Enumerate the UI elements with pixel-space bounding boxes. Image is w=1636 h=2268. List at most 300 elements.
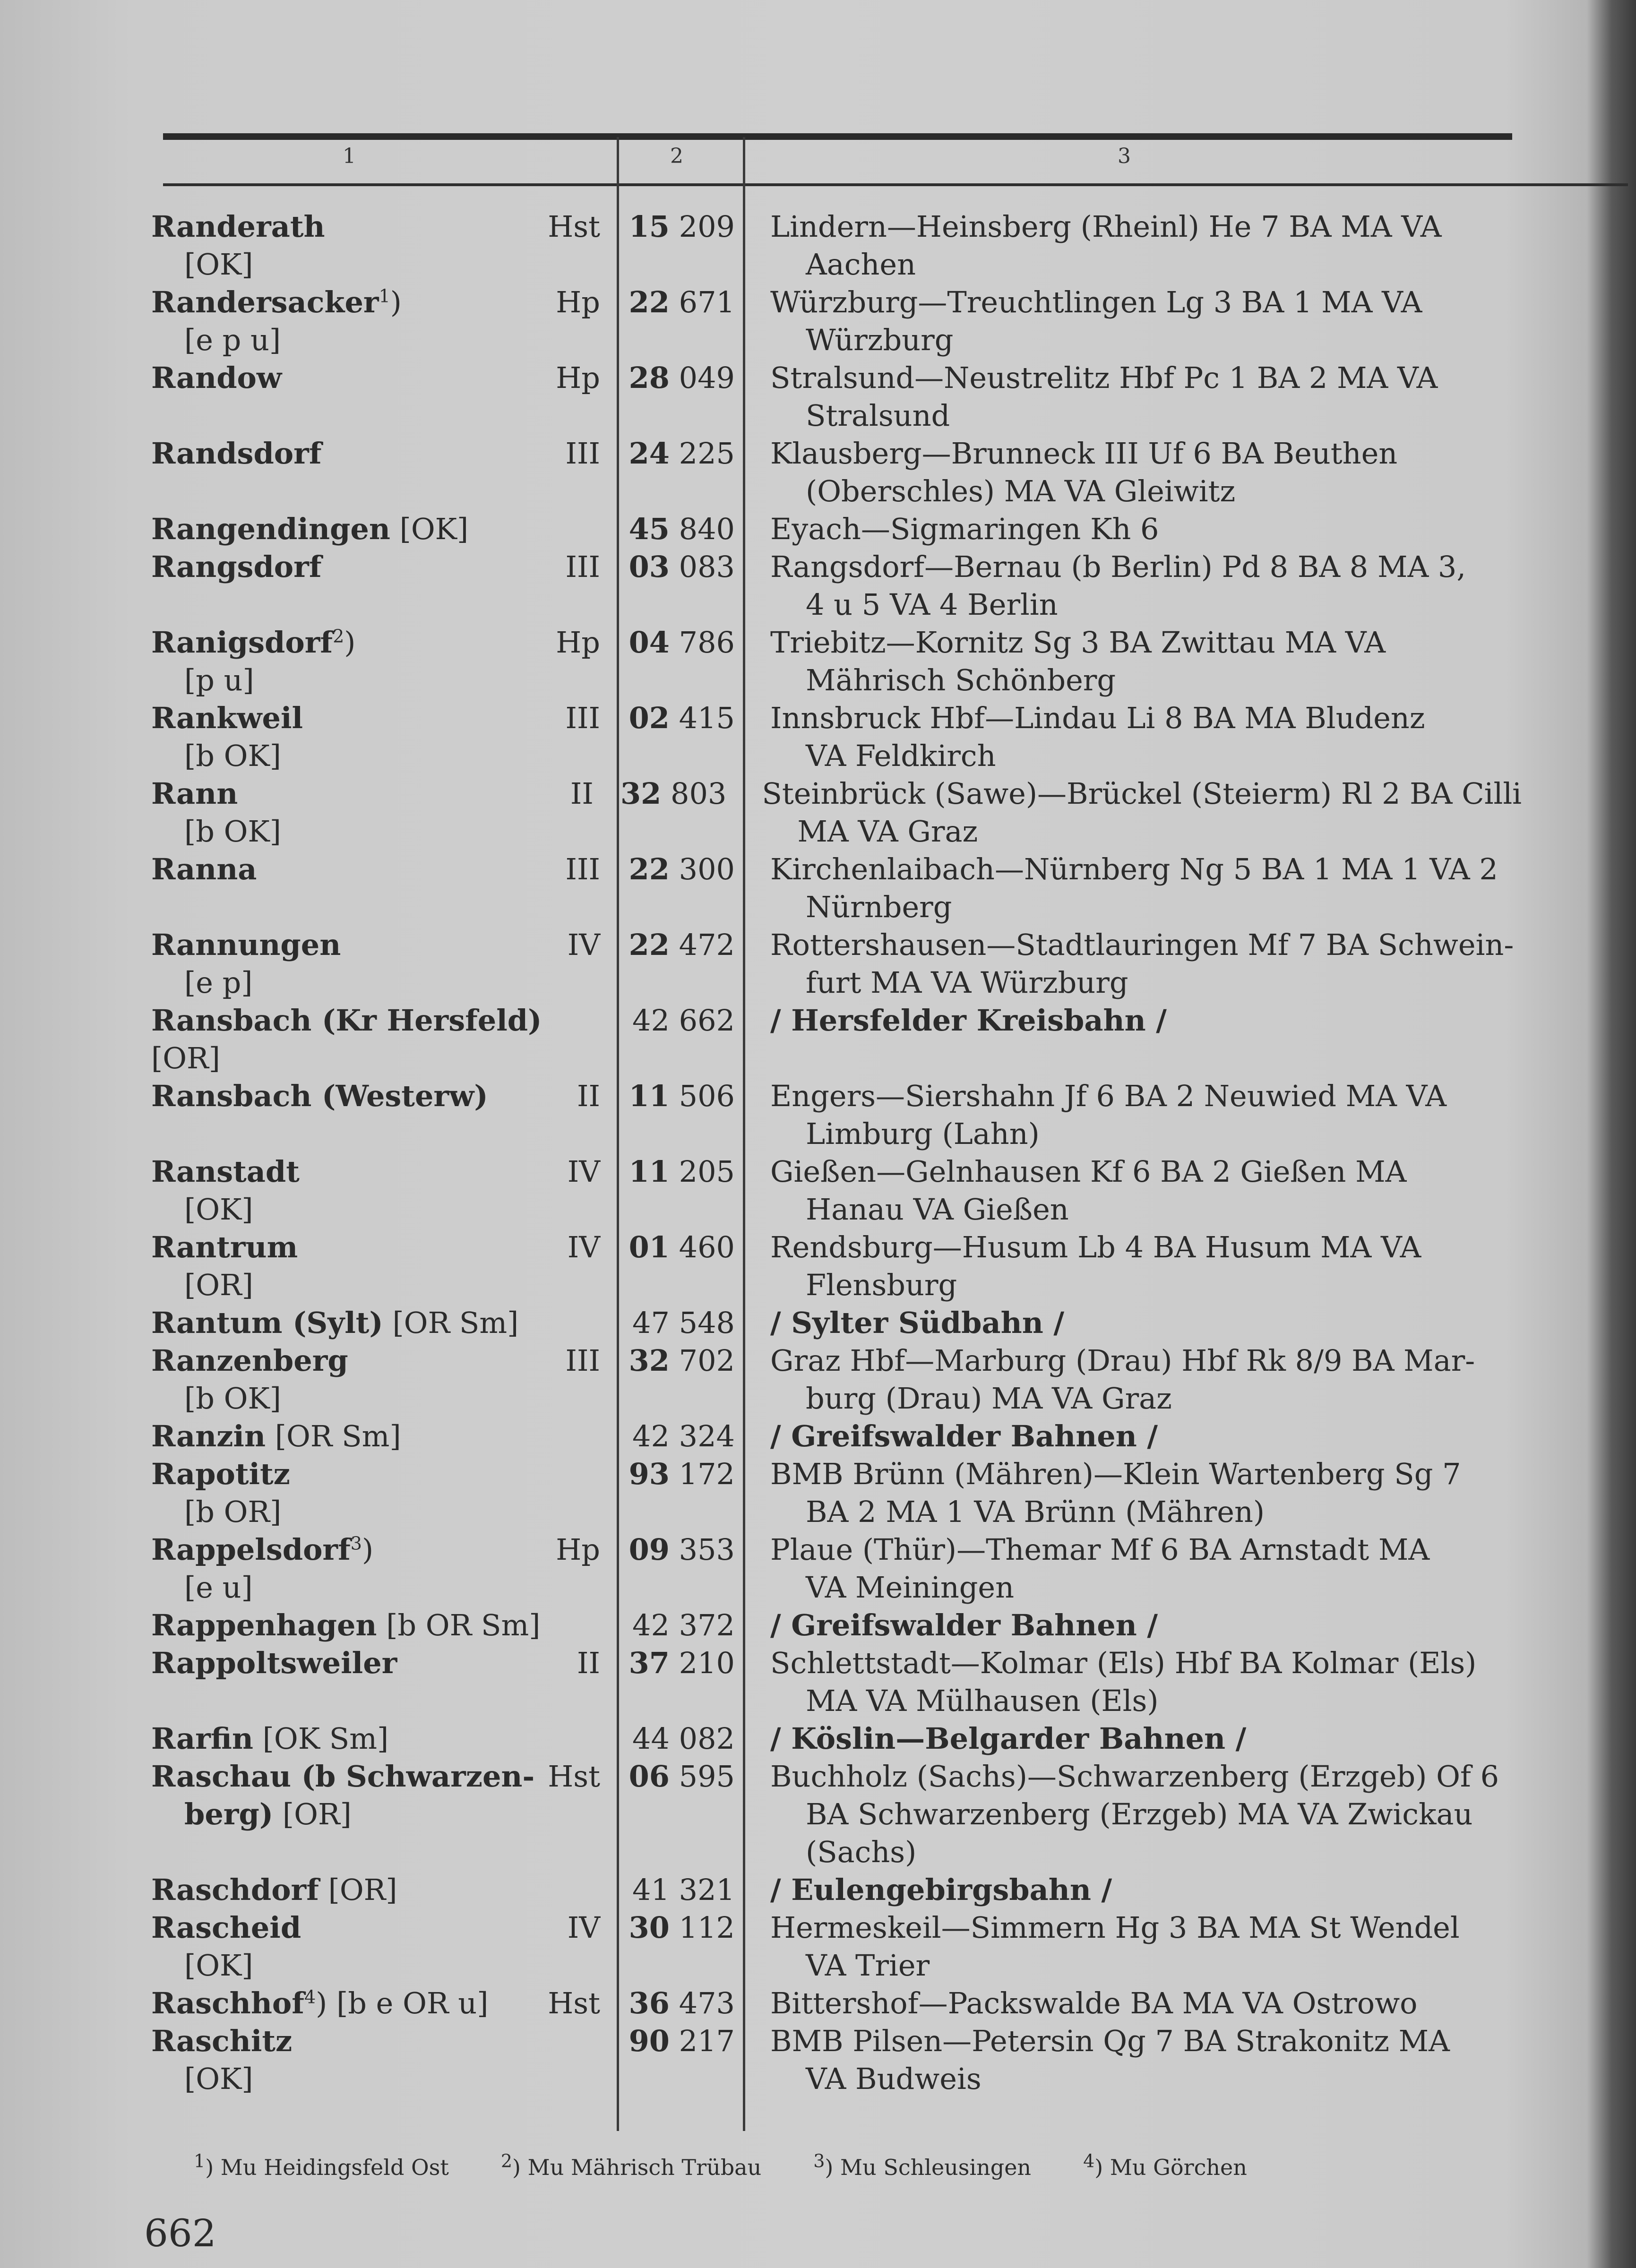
description-line: Limburg (Lahn) bbox=[806, 1117, 1040, 1151]
code-prefix: 32 bbox=[629, 1343, 670, 1378]
station-tags: [OR] bbox=[328, 1873, 397, 1907]
description-line: / Eulengebirgsbahn / bbox=[770, 1873, 1112, 1907]
code-suffix: 472 bbox=[679, 928, 735, 962]
table-row bbox=[151, 1342, 1522, 1418]
description-line: Würzburg—Treuchtlingen Lg 3 BA 1 MA VA bbox=[770, 285, 1422, 319]
route-description bbox=[751, 284, 1522, 359]
code-suffix: 321 bbox=[679, 1873, 735, 1907]
station-code bbox=[624, 1228, 751, 1304]
station-name: Rappenhagen bbox=[151, 1608, 377, 1642]
station-tags: [p u] bbox=[184, 663, 254, 697]
route-description bbox=[751, 1153, 1522, 1228]
code-prefix: 90 bbox=[629, 2024, 670, 2058]
station-tags: [b OK] bbox=[184, 1381, 281, 1416]
station-cell bbox=[151, 435, 600, 510]
code-suffix: 415 bbox=[679, 701, 735, 735]
route-description bbox=[751, 1606, 1522, 1644]
code-prefix: 36 bbox=[629, 1986, 670, 2020]
code-prefix: 42 bbox=[632, 1419, 670, 1453]
footnote-text: Mu Mährisch Trübau bbox=[527, 2155, 762, 2180]
station-name: Ranstadt bbox=[151, 1154, 300, 1189]
station-class: III bbox=[565, 436, 600, 471]
station-cell bbox=[151, 1002, 600, 1077]
code-prefix: 22 bbox=[629, 285, 670, 319]
table-row bbox=[151, 1455, 1522, 1531]
footnote-mark: 4 bbox=[1083, 2150, 1095, 2172]
station-tags: [OK] bbox=[184, 1948, 253, 1983]
station-tags: [OR Sm] bbox=[392, 1306, 519, 1340]
station-cell bbox=[151, 1644, 600, 1720]
station-name: Rascheid bbox=[151, 1910, 301, 1945]
station-name: Rangendingen bbox=[151, 512, 390, 546]
code-suffix: 225 bbox=[679, 436, 735, 471]
code-suffix: 324 bbox=[679, 1419, 735, 1453]
code-suffix: 473 bbox=[679, 1986, 735, 2020]
description-line: burg (Drau) MA VA Graz bbox=[806, 1381, 1172, 1416]
page-number: 662 bbox=[144, 2211, 216, 2255]
station-cell bbox=[151, 926, 600, 1002]
code-suffix: 460 bbox=[679, 1230, 735, 1264]
description-line: 4 u 5 VA 4 Berlin bbox=[806, 587, 1058, 622]
route-description bbox=[751, 1720, 1522, 1758]
code-prefix: 22 bbox=[629, 852, 670, 886]
station-name: Rann bbox=[151, 776, 238, 811]
route-description bbox=[751, 624, 1522, 699]
station-name: Randsdorf bbox=[151, 436, 322, 471]
table-row bbox=[151, 699, 1522, 775]
station-class: III bbox=[565, 1343, 600, 1378]
station-cell bbox=[151, 1720, 600, 1758]
description-line: Graz Hbf—Marburg (Drau) Hbf Rk 8/9 BA Mar- bbox=[770, 1343, 1475, 1378]
station-cell bbox=[151, 1455, 600, 1531]
code-suffix: 049 bbox=[679, 361, 735, 395]
description-line: / Greifswalder Bahnen / bbox=[770, 1608, 1158, 1642]
station-tags: [OK] bbox=[399, 512, 469, 546]
station-name: Rappelsdorf bbox=[151, 1532, 351, 1567]
route-description bbox=[751, 1002, 1522, 1077]
footnote-ref: 4 bbox=[304, 1986, 316, 2008]
code-suffix: 803 bbox=[671, 776, 727, 811]
table-row bbox=[151, 926, 1522, 1002]
station-cell bbox=[151, 1304, 600, 1342]
station-name: Randersacker bbox=[151, 285, 379, 319]
table-row bbox=[151, 1531, 1522, 1606]
code-prefix: 30 bbox=[629, 1910, 670, 1945]
station-class: II bbox=[577, 1079, 600, 1113]
table-row bbox=[151, 1002, 1522, 1077]
station-name: Ransbach (Kr Hersfeld) bbox=[151, 1003, 542, 1038]
station-code bbox=[624, 1644, 751, 1720]
station-name: Rantrum bbox=[151, 1230, 298, 1264]
table-row bbox=[151, 2022, 1522, 2098]
station-class: Hp bbox=[556, 625, 600, 660]
code-prefix: 44 bbox=[632, 1721, 670, 1756]
description-line: Buchholz (Sachs)—Schwarzenberg (Erzgeb) Of 6 bbox=[770, 1759, 1499, 1794]
station-class: Hp bbox=[556, 1532, 600, 1567]
description-line: Hanau VA Gießen bbox=[806, 1192, 1069, 1227]
description-line: / Köslin—Belgarder Bahnen / bbox=[770, 1721, 1247, 1756]
station-tags: [e p u] bbox=[184, 323, 281, 357]
station-code bbox=[624, 699, 751, 775]
station-cell: Raschhof$^4$) [b e OR u] Hst bbox=[151, 1984, 600, 2022]
code-prefix: 06 bbox=[629, 1759, 670, 1794]
description-line: (Oberschles) MA VA Gleiwitz bbox=[806, 474, 1236, 508]
code-suffix: 595 bbox=[679, 1759, 735, 1794]
station-tags: [b OK] bbox=[184, 739, 281, 773]
code-prefix: 37 bbox=[629, 1646, 670, 1680]
code-suffix: 671 bbox=[679, 285, 735, 319]
table-row bbox=[151, 435, 1522, 510]
station-tags: [b OR Sm] bbox=[386, 1608, 541, 1642]
code-suffix: 112 bbox=[679, 1910, 735, 1945]
description-line: BMB Brünn (Mähren)—Klein Wartenberg Sg 7 bbox=[770, 1457, 1461, 1491]
code-suffix: 662 bbox=[679, 1003, 735, 1038]
station-name: Raschau (b Schwarzen- bbox=[151, 1759, 535, 1794]
footnotes bbox=[194, 2150, 1247, 2180]
station-code bbox=[624, 926, 751, 1002]
route-description bbox=[751, 435, 1522, 510]
code-prefix: 11 bbox=[629, 1079, 670, 1113]
table-row bbox=[151, 775, 1522, 850]
station-cell bbox=[151, 359, 600, 435]
station-cell bbox=[151, 850, 600, 926]
code-suffix: 217 bbox=[679, 2024, 735, 2058]
footnote-mark: 3 bbox=[813, 2150, 825, 2172]
station-tags: [OR] bbox=[184, 1268, 253, 1302]
column-header-3: 3 bbox=[1118, 144, 1131, 168]
station-class: Hst bbox=[548, 1759, 600, 1794]
station-name: Randow bbox=[151, 361, 282, 395]
station-name: Ranzin bbox=[151, 1419, 266, 1453]
table-row bbox=[151, 359, 1522, 435]
station-cell bbox=[151, 548, 600, 624]
station-code bbox=[624, 359, 751, 435]
footnote: $^3$) Mu Schleusingen bbox=[813, 2150, 1032, 2180]
table-row bbox=[151, 1418, 1522, 1455]
table-row bbox=[151, 850, 1522, 926]
code-suffix: 840 bbox=[679, 512, 735, 546]
description-line: Flensburg bbox=[806, 1268, 957, 1302]
code-prefix: 24 bbox=[629, 436, 670, 471]
code-prefix: 32 bbox=[620, 776, 662, 811]
station-cell bbox=[151, 1418, 600, 1455]
table-row bbox=[151, 1720, 1522, 1758]
station-code bbox=[624, 1455, 751, 1531]
station-cell bbox=[151, 1077, 600, 1153]
description-line: Innsbruck Hbf—Lindau Li 8 BA MA Bludenz bbox=[770, 701, 1425, 735]
route-description bbox=[743, 775, 1522, 850]
route-description bbox=[751, 1531, 1522, 1606]
description-line: BMB Pilsen—Petersin Qg 7 BA Strakonitz MA bbox=[770, 2024, 1450, 2058]
station-name: Raschdorf bbox=[151, 1873, 319, 1907]
description-line: Eyach—Sigmaringen Kh 6 bbox=[770, 512, 1159, 546]
station-cell bbox=[151, 1153, 600, 1228]
station-tags: [e p] bbox=[184, 965, 253, 1000]
code-suffix: 082 bbox=[679, 1721, 735, 1756]
station-code bbox=[624, 1758, 751, 1871]
station-cell bbox=[151, 775, 594, 850]
station-cell bbox=[151, 1871, 600, 1909]
station-code bbox=[624, 1606, 751, 1644]
description-line: Aachen bbox=[806, 247, 916, 282]
station-cell: Randersacker$^1$) [e p u] Hp bbox=[151, 284, 600, 359]
station-name: Rantum (Sylt) bbox=[151, 1306, 383, 1340]
header-rule bbox=[163, 183, 1628, 186]
table-row bbox=[151, 1304, 1522, 1342]
station-name: Rapotitz bbox=[151, 1457, 290, 1491]
station-tags: [OK Sm] bbox=[262, 1721, 389, 1756]
station-code bbox=[624, 624, 751, 699]
station-class: IV bbox=[567, 1910, 600, 1945]
footnote-ref: 1 bbox=[379, 285, 390, 307]
station-tags: [b e OR u] bbox=[336, 1986, 489, 2020]
table-row bbox=[151, 1644, 1522, 1720]
station-class: IV bbox=[567, 1154, 600, 1189]
route-description bbox=[751, 1418, 1522, 1455]
station-tags: [e u] bbox=[184, 1570, 253, 1605]
station-class: Hst bbox=[548, 209, 600, 244]
code-suffix: 210 bbox=[679, 1646, 735, 1680]
route-description bbox=[751, 926, 1522, 1002]
station-code bbox=[624, 1871, 751, 1909]
station-class: Hp bbox=[556, 361, 600, 395]
description-line: Engers—Siershahn Jf 6 BA 2 Neuwied MA VA bbox=[770, 1079, 1447, 1113]
code-suffix: 786 bbox=[679, 625, 735, 660]
code-suffix: 300 bbox=[679, 852, 735, 886]
station-code bbox=[617, 775, 743, 850]
table-row bbox=[151, 1228, 1522, 1304]
description-line: Steinbrück (Sawe)—Brückel (Steierm) Rl 2 BA Cilli bbox=[762, 776, 1522, 811]
station-class: III bbox=[565, 550, 600, 584]
route-description bbox=[751, 2022, 1522, 2098]
description-line: / Hersfelder Kreisbahn / bbox=[770, 1003, 1167, 1038]
station-name-cont: berg) bbox=[184, 1797, 274, 1831]
code-prefix: 42 bbox=[632, 1608, 670, 1642]
station-cell bbox=[151, 1342, 600, 1418]
table-row bbox=[151, 624, 1522, 699]
station-code bbox=[624, 435, 751, 510]
code-prefix: 02 bbox=[629, 701, 670, 735]
route-description bbox=[751, 1984, 1522, 2022]
footnote-text: Mu Heidingsfeld Ost bbox=[220, 2155, 449, 2180]
code-prefix: 03 bbox=[629, 550, 670, 584]
route-description bbox=[751, 1304, 1522, 1342]
route-description bbox=[751, 699, 1522, 775]
station-cell bbox=[151, 1909, 600, 1984]
route-description bbox=[751, 1228, 1522, 1304]
code-suffix: 205 bbox=[679, 1154, 735, 1189]
station-name: Rangsdorf bbox=[151, 550, 322, 584]
station-tags: [OR] bbox=[151, 1041, 220, 1075]
description-line: / Greifswalder Bahnen / bbox=[770, 1419, 1158, 1453]
route-description bbox=[751, 1077, 1522, 1153]
station-name-continued bbox=[151, 1796, 600, 1833]
station-name: Ranzenberg bbox=[151, 1343, 348, 1378]
station-tags: [OK] bbox=[184, 1192, 253, 1227]
station-class: Hp bbox=[556, 285, 600, 319]
code-prefix: 01 bbox=[629, 1230, 670, 1264]
description-line: Rendsburg—Husum Lb 4 BA Husum MA VA bbox=[770, 1230, 1421, 1264]
description-line: Stralsund—Neustrelitz Hbf Pc 1 BA 2 MA VA bbox=[770, 361, 1438, 395]
description-line: BA 2 MA 1 VA Brünn (Mähren) bbox=[806, 1495, 1265, 1529]
table-row bbox=[151, 208, 1522, 284]
code-suffix: 506 bbox=[679, 1079, 735, 1113]
code-prefix: 47 bbox=[632, 1306, 670, 1340]
code-suffix: 209 bbox=[679, 209, 735, 244]
station-name: Rankweil bbox=[151, 701, 303, 735]
top-rule bbox=[163, 133, 1512, 140]
table-row bbox=[151, 284, 1522, 359]
description-line: Mährisch Schönberg bbox=[806, 663, 1116, 697]
station-code bbox=[624, 1153, 751, 1228]
description-line: Klausberg—Brunneck III Uf 6 BA Beuthen bbox=[770, 436, 1398, 471]
station-tags: [OK] bbox=[184, 247, 253, 282]
code-suffix: 353 bbox=[679, 1532, 735, 1567]
station-class: III bbox=[565, 701, 600, 735]
station-table bbox=[151, 208, 1522, 2098]
station-name: Ransbach (Westerw) bbox=[151, 1079, 488, 1113]
station-cell: Ranigsdorf$^2$) [p u] Hp bbox=[151, 624, 600, 699]
station-code bbox=[624, 850, 751, 926]
route-description bbox=[751, 1758, 1522, 1871]
code-prefix: 04 bbox=[629, 625, 670, 660]
station-cell bbox=[151, 699, 600, 775]
code-prefix: 42 bbox=[632, 1003, 670, 1038]
table-row bbox=[151, 1758, 1522, 1871]
code-prefix: 22 bbox=[629, 928, 670, 962]
code-suffix: 702 bbox=[679, 1343, 735, 1378]
station-name: Ranigsdorf bbox=[151, 625, 333, 660]
description-line: Würzburg bbox=[806, 323, 954, 357]
description-line: Lindern—Heinsberg (Rheinl) He 7 BA MA VA bbox=[770, 209, 1442, 244]
station-name: Raschhof bbox=[151, 1986, 304, 2020]
station-name: Rannungen bbox=[151, 928, 341, 962]
station-code bbox=[624, 1984, 751, 2022]
station-cell bbox=[151, 208, 600, 284]
station-cell bbox=[151, 1758, 600, 1871]
station-code bbox=[624, 1909, 751, 1984]
description-line: Nürnberg bbox=[806, 890, 952, 924]
code-prefix: 93 bbox=[629, 1457, 670, 1491]
route-description bbox=[751, 850, 1522, 926]
station-name: Rarfin bbox=[151, 1721, 253, 1756]
code-prefix: 28 bbox=[629, 361, 670, 395]
station-code bbox=[624, 1304, 751, 1342]
route-description bbox=[751, 548, 1522, 624]
footnote-ref: 3 bbox=[350, 1533, 362, 1554]
station-cell bbox=[151, 2022, 600, 2098]
description-line: Rangsdorf—Bernau (b Berlin) Pd 8 BA 8 MA 3, bbox=[770, 550, 1466, 584]
description-line: MA VA Mülhausen (Els) bbox=[806, 1684, 1159, 1718]
station-cell bbox=[151, 1228, 600, 1304]
station-code bbox=[624, 1720, 751, 1758]
route-description bbox=[751, 359, 1522, 435]
station-code bbox=[624, 208, 751, 284]
station-name: Ranna bbox=[151, 852, 257, 886]
description-line: VA Feldkirch bbox=[806, 739, 996, 773]
footnote-text: Mu Schleusingen bbox=[840, 2155, 1032, 2180]
station-tags: [b OR] bbox=[184, 1495, 282, 1529]
code-prefix: 45 bbox=[629, 512, 670, 546]
description-line: / Sylter Südbahn / bbox=[770, 1306, 1065, 1340]
station-name: Raschitz bbox=[151, 2024, 293, 2058]
table-row bbox=[151, 548, 1522, 624]
code-prefix: 09 bbox=[629, 1532, 670, 1567]
route-description bbox=[751, 510, 1522, 548]
table-row bbox=[151, 1984, 1522, 2022]
station-tags: [OR] bbox=[282, 1797, 352, 1831]
station-tags: [OR Sm] bbox=[275, 1419, 401, 1453]
description-line: furt MA VA Würzburg bbox=[806, 965, 1128, 1000]
station-code bbox=[624, 1418, 751, 1455]
station-code bbox=[624, 1077, 751, 1153]
description-line: Bittershof—Packswalde BA MA VA Ostrowo bbox=[770, 1986, 1418, 2020]
code-suffix: 548 bbox=[679, 1306, 735, 1340]
station-name: Rappoltsweiler bbox=[151, 1646, 397, 1680]
station-code bbox=[624, 1342, 751, 1418]
table-row bbox=[151, 1871, 1522, 1909]
station-tags: [OK] bbox=[184, 2062, 253, 2096]
code-suffix: 372 bbox=[679, 1608, 735, 1642]
station-name: Randerath bbox=[151, 209, 325, 244]
description-line: BA Schwarzenberg (Erzgeb) MA VA Zwickau bbox=[806, 1797, 1473, 1831]
table-row bbox=[151, 1153, 1522, 1228]
description-line: (Sachs) bbox=[806, 1835, 917, 1869]
station-tags: [b OK] bbox=[184, 814, 281, 849]
station-cell bbox=[151, 1606, 600, 1644]
footnote-mark: 2 bbox=[500, 2150, 513, 2172]
station-code bbox=[624, 1531, 751, 1606]
station-class: Hst bbox=[548, 1986, 600, 2020]
description-line: Stralsund bbox=[806, 398, 950, 433]
column-header-1: 1 bbox=[343, 144, 356, 168]
description-line: VA Meiningen bbox=[806, 1570, 1015, 1605]
station-class: II bbox=[577, 1646, 600, 1680]
route-description bbox=[751, 1871, 1522, 1909]
station-cell bbox=[151, 510, 600, 548]
station-class: IV bbox=[567, 1230, 600, 1264]
description-line: Hermeskeil—Simmern Hg 3 BA MA St Wendel bbox=[770, 1910, 1460, 1945]
footnote: $^4$) Mu Görchen bbox=[1083, 2150, 1247, 2180]
code-suffix: 172 bbox=[679, 1457, 735, 1491]
station-code bbox=[624, 548, 751, 624]
column-header-2: 2 bbox=[670, 144, 683, 168]
code-suffix: 083 bbox=[679, 550, 735, 584]
footnote: $^2$) Mu Mährisch Trübau bbox=[500, 2150, 762, 2180]
station-code bbox=[624, 510, 751, 548]
footnote-mark: 1 bbox=[194, 2150, 206, 2172]
route-description bbox=[751, 1909, 1522, 1984]
station-class: IV bbox=[567, 928, 600, 962]
table-row bbox=[151, 510, 1522, 548]
code-prefix: 41 bbox=[632, 1873, 670, 1907]
footnote-ref: 2 bbox=[333, 626, 344, 647]
footnote-text: Mu Görchen bbox=[1110, 2155, 1247, 2180]
description-line: VA Budweis bbox=[806, 2062, 982, 2096]
route-description bbox=[751, 1342, 1522, 1418]
description-line: VA Trier bbox=[806, 1948, 930, 1983]
table-row bbox=[151, 1077, 1522, 1153]
footnote: $^1$) Mu Heidingsfeld Ost bbox=[194, 2150, 449, 2180]
description-line: Plaue (Thür)—Themar Mf 6 BA Arnstadt MA bbox=[770, 1532, 1430, 1567]
route-description bbox=[751, 1644, 1522, 1720]
description-line: Gießen—Gelnhausen Kf 6 BA 2 Gießen MA bbox=[770, 1154, 1407, 1189]
description-line: Kirchenlaibach—Nürnberg Ng 5 BA 1 MA 1 VA 2 bbox=[770, 852, 1498, 886]
route-description bbox=[751, 1455, 1522, 1531]
station-class: II bbox=[570, 776, 594, 811]
station-code bbox=[624, 1002, 751, 1077]
station-code bbox=[624, 2022, 751, 2098]
